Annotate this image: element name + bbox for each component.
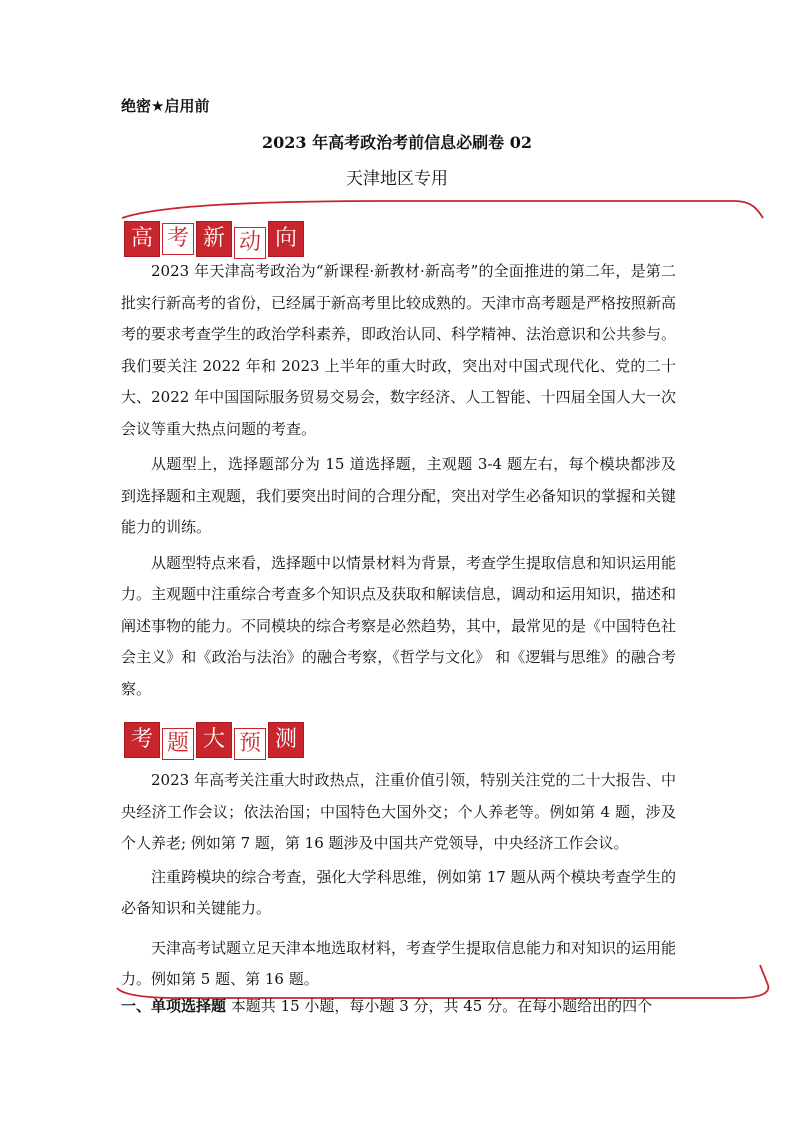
section-banner-new-trends xyxy=(124,221,304,259)
banner-char: 向 xyxy=(268,221,304,257)
section1-paragraph: 从题型上，选择题部分为 15 道选择题，主观题 3-4 题左右，每个模块都涉及到选择题和主观题，我们要突出时间的合理分配，突出对学生必备知识的掌握和关键能力的训练。 xyxy=(121,455,677,536)
confidential-mark: 绝密★启用前 xyxy=(121,97,210,115)
banner-char: 考 xyxy=(124,722,160,758)
section1-body xyxy=(121,256,676,705)
question-heading: 一、单项选择题 xyxy=(121,997,227,1015)
question-instructions: 本题共 15 小题，每小题 3 分，共 45 分。在每小题给出的四个 xyxy=(230,997,653,1015)
section1-paragraph: 从题型特点来看，选择题中以情景材料为背景，考查学生提取信息和知识运用能力。主观题中注重综合考查多个知识点及获取和解读信息，调动和运用知识，描述和阐述事物的能力。不同模块的综合考察是必然趋势，其中，最常见的是《中国特色社会主义》和《政治与法治》的融合考察，《哲学与文化》 和《逻辑与思维》的融合考察。 xyxy=(121,553,677,698)
banner-char: 题 xyxy=(162,728,194,760)
section-banner-predictions xyxy=(124,722,304,760)
banner-char: 考 xyxy=(162,223,194,255)
banner-char: 新 xyxy=(196,221,232,257)
section1-paragraph: 2023 年天津高考政治为“新课程·新教材·新高考”的全面推进的第二年，是第二批实行新高考的省份，已经属于新高考里比较成熟的。天津市高考题是严格按照新高考的要求考查学生的政治学科素养，即政治认同、科学精神、法治意识和公共参与。我们要关注 2022 年和 2023 上半年的重大时政，突出对中国式现代化、党的二十大、2022 年中国国际服务贸易交易会，数字经济、人工智能、十四届全国人大一次会议等重大热点问题的考查。 xyxy=(121,262,677,438)
page-subtitle: 天津地区专用 xyxy=(346,169,448,189)
section2-body xyxy=(121,765,676,996)
section2-paragraph: 天津高考试题立足天津本地选取材料，考查学生提取信息能力和对知识的运用能力。例如第 5 题、第 16 题。 xyxy=(121,938,677,988)
section2-paragraph: 注重跨模块的综合考查，强化大学科思维，例如第 17 题从两个模块考查学生的必备知识和关键能力。 xyxy=(121,867,676,917)
question-section-heading xyxy=(121,995,681,1016)
banner-char: 预 xyxy=(234,728,266,760)
banner-char: 大 xyxy=(196,722,232,758)
banner-char: 测 xyxy=(268,722,304,758)
banner-char: 动 xyxy=(234,227,266,259)
banner-char: 高 xyxy=(124,221,160,257)
section2-paragraph: 2023 年高考关注重大时政热点，注重价值引领，特别关注党的二十大报告、中央经济工作会议；依法治国；中国特色大国外交；个人养老等。例如第 4 题，涉及个人养老; 例如第 7 题，第 16 题涉及中国共产党领导，中央经济工作会议。 xyxy=(121,771,676,852)
page-title: 2023 年高考政治考前信息必刷卷 02 xyxy=(262,133,532,152)
